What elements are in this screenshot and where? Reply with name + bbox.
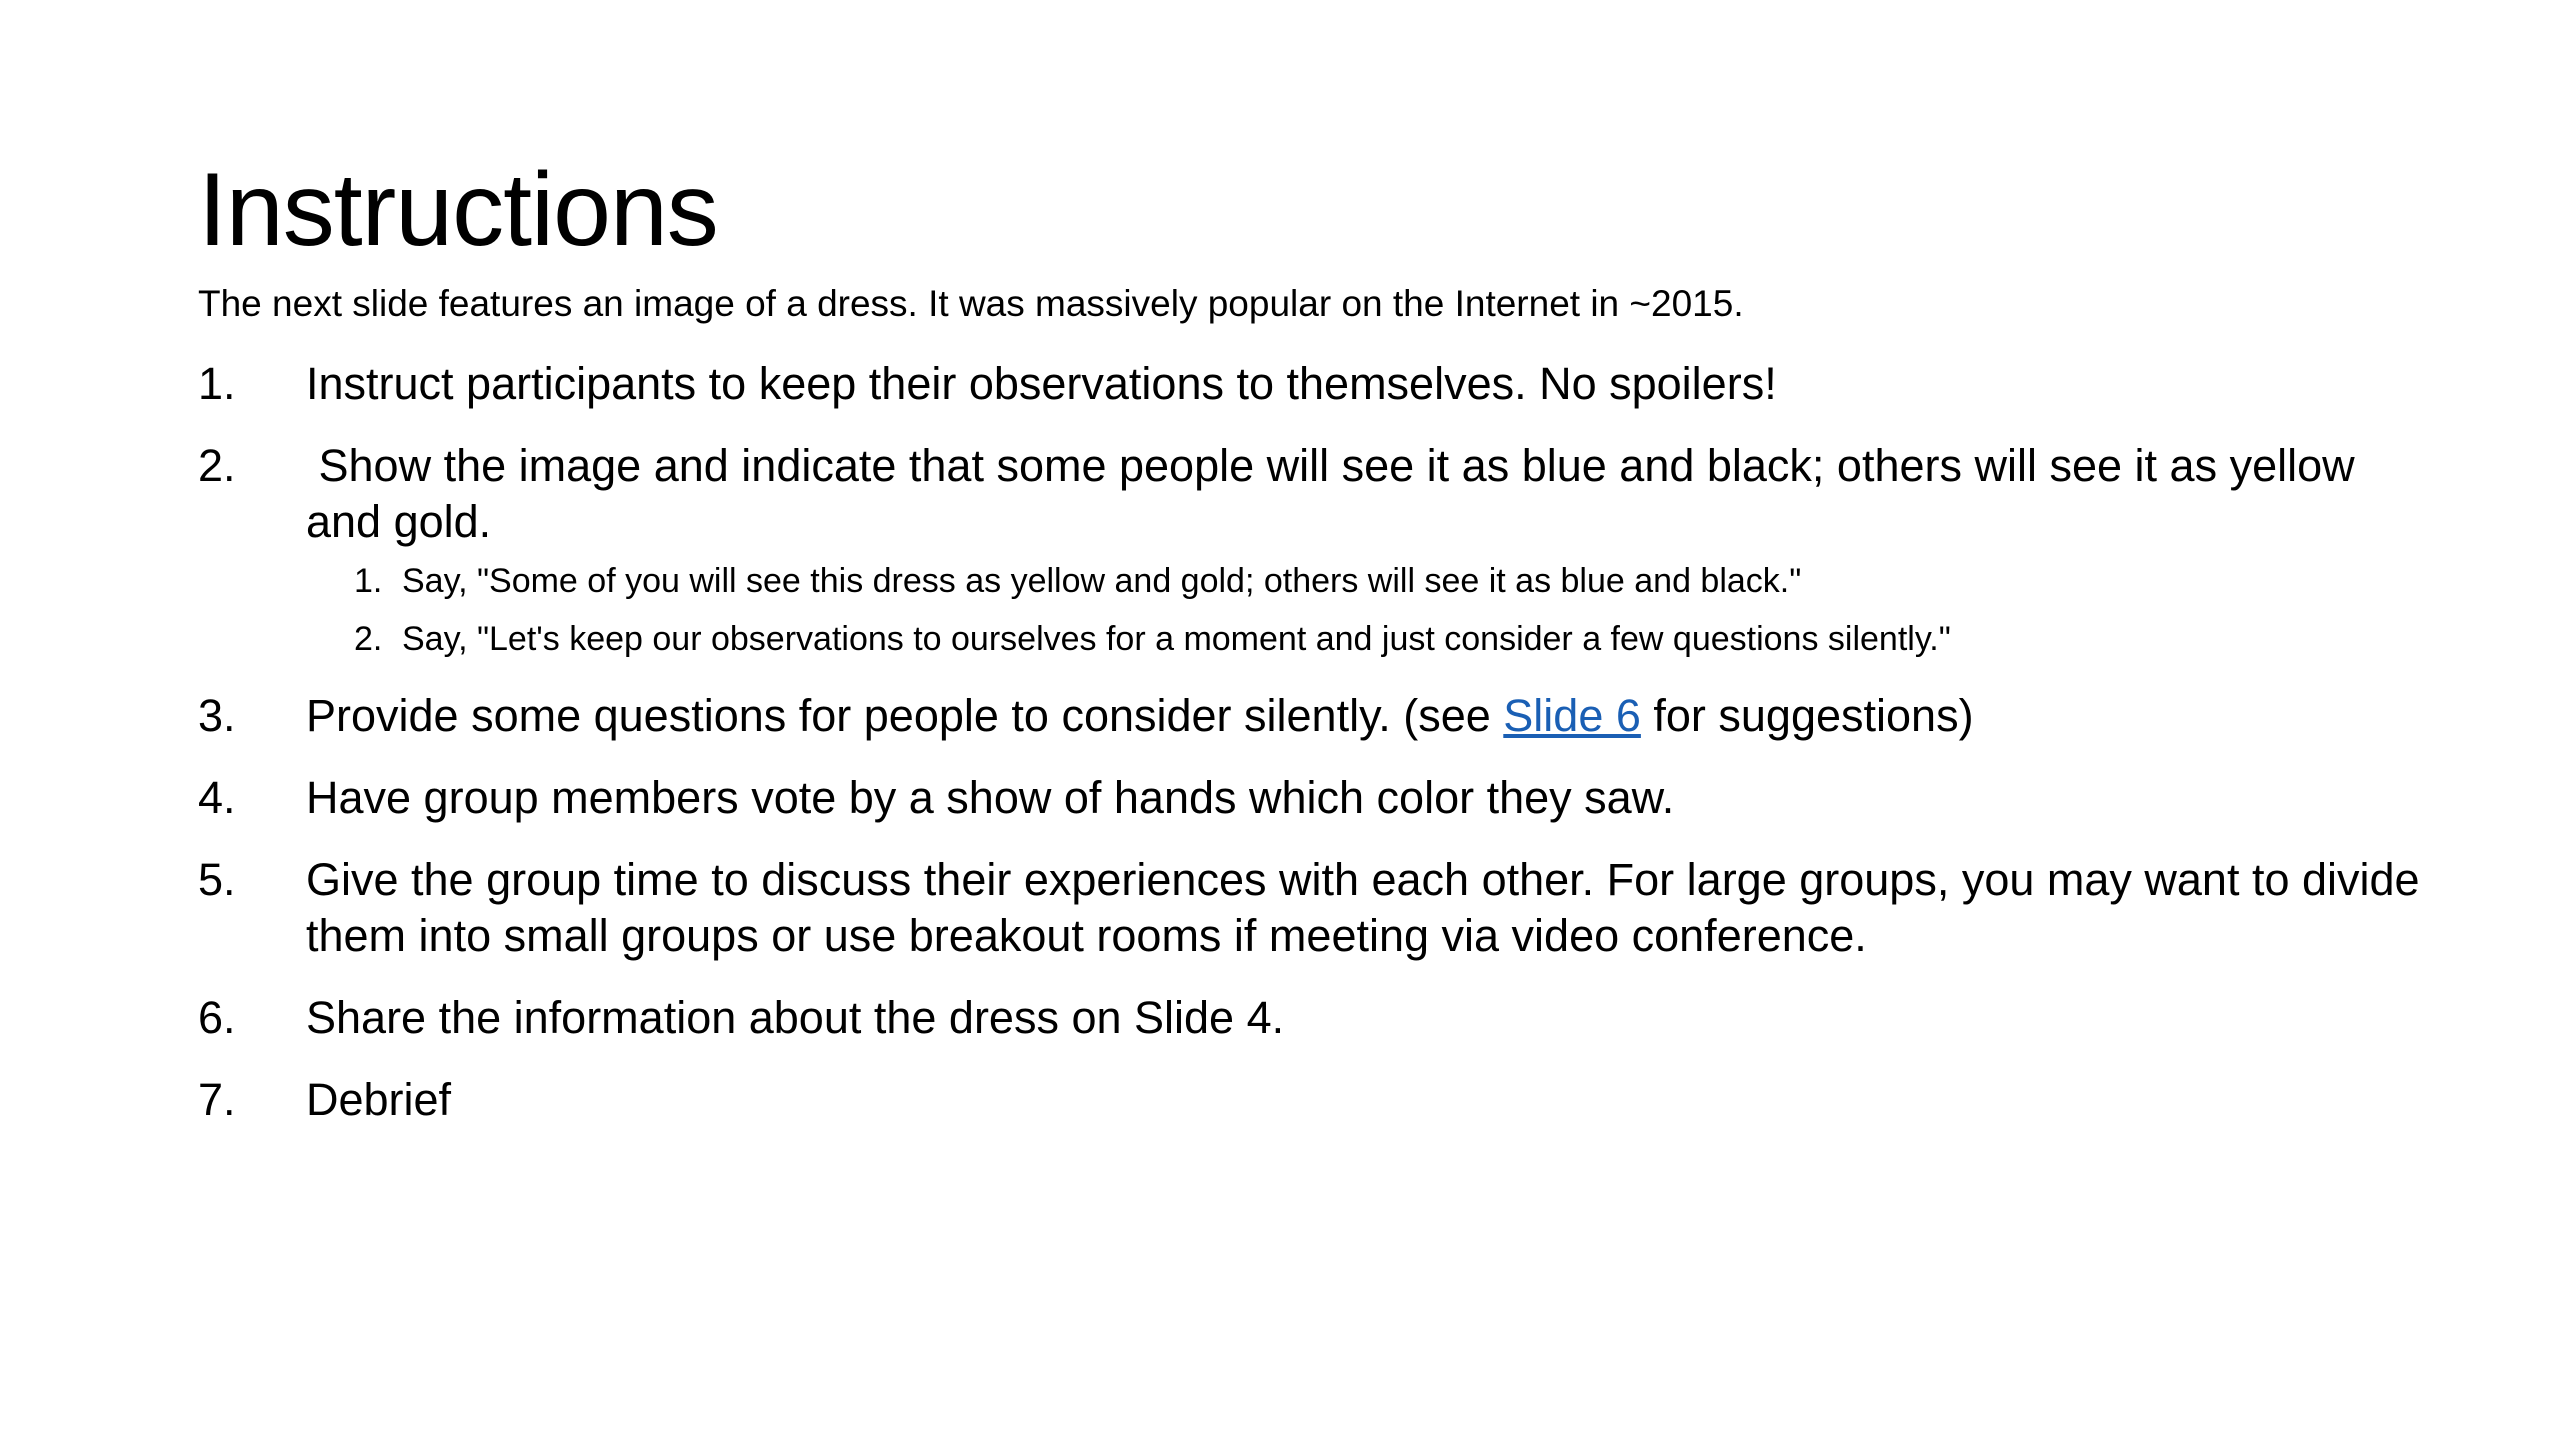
- step-text-before-link: Provide some questions for people to consider silently. (see: [306, 690, 1504, 741]
- step-text: Show the image and indicate that some people will see it as blue and black; others will see it as yellow and gold.: [306, 440, 2368, 547]
- slide-6-link[interactable]: Slide 6: [1503, 690, 1641, 741]
- step-number: 2.: [198, 440, 236, 491]
- step-text-after-link: for suggestions): [1640, 690, 1974, 741]
- instruction-step-6: [198, 990, 2428, 1046]
- step-text: Debrief: [306, 1074, 452, 1125]
- slide-title: Instructions: [198, 152, 718, 268]
- step-text: Have group members vote by a show of hands which color they saw.: [306, 772, 1675, 823]
- instruction-step-2: [198, 438, 2428, 662]
- step-text: Share the information about the dress on Slide 4.: [306, 992, 1285, 1043]
- step-number: 7.: [198, 1074, 236, 1125]
- sub-step-text: Say, "Let's keep our observations to ourselves for a moment and just consider a few questions silently.": [402, 620, 1951, 658]
- sub-step-1: [306, 558, 2428, 604]
- step-text: [306, 690, 1974, 741]
- step-number: 5.: [198, 854, 236, 905]
- sub-step-2: [306, 616, 2428, 662]
- slide-subtitle: The next slide features an image of a dress. It was massively popular on the Internet in ~2015.: [198, 283, 1744, 324]
- instruction-list: [198, 356, 2428, 1154]
- instruction-step-5: [198, 852, 2428, 964]
- step-text: Instruct participants to keep their observations to themselves. No spoilers!: [306, 358, 1777, 409]
- step-number: 3.: [198, 690, 236, 741]
- step-text: Give the group time to discuss their experiences with each other. For large groups, you may want to divide them into small groups or use breakout rooms if meeting via video conference.: [306, 854, 2420, 961]
- instruction-step-4: [198, 770, 2428, 826]
- step-number: 4.: [198, 772, 236, 823]
- instruction-step-7: [198, 1072, 2428, 1128]
- sub-step-number: 1.: [354, 562, 383, 600]
- sub-step-number: 2.: [354, 620, 383, 658]
- instruction-step-3: [198, 688, 2428, 744]
- sub-step-list: [306, 558, 2428, 662]
- instruction-step-1: [198, 356, 2428, 412]
- step-number: 6.: [198, 992, 236, 1043]
- sub-step-text: Say, "Some of you will see this dress as yellow and gold; others will see it as blue and black.": [402, 562, 1802, 600]
- step-number: 1.: [198, 358, 236, 409]
